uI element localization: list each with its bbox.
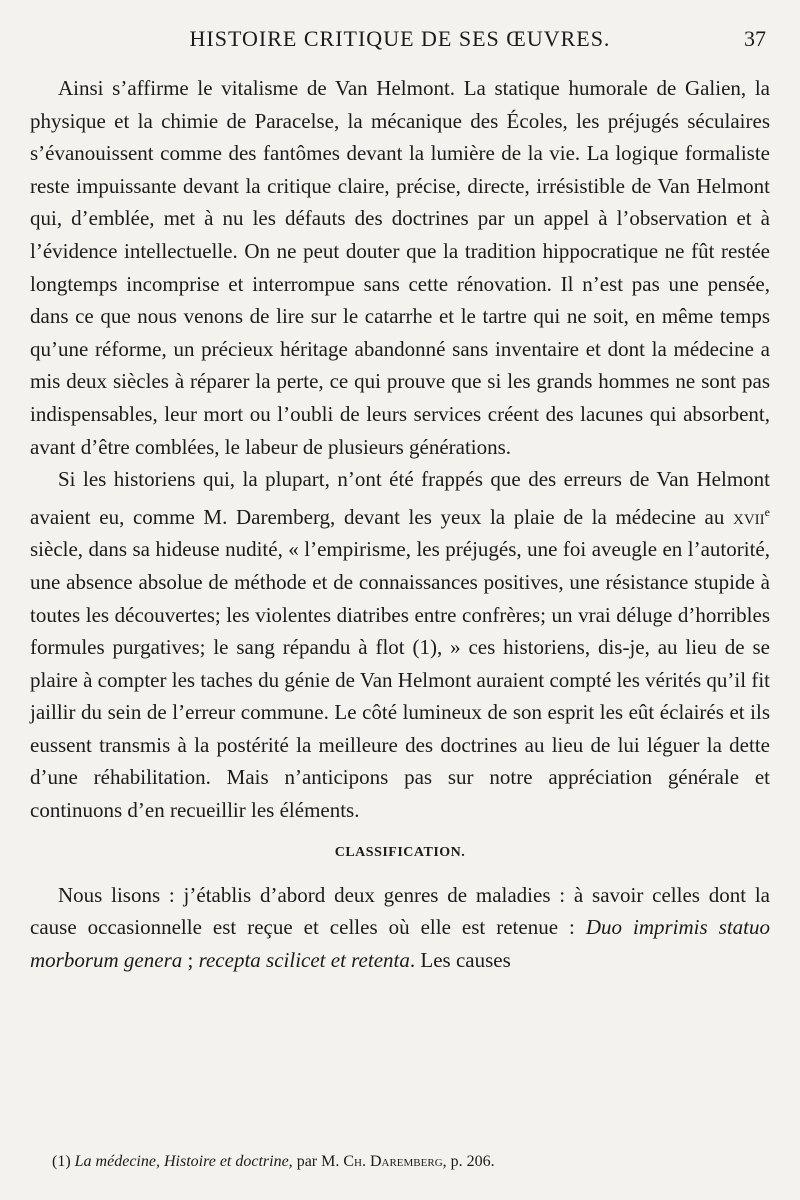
footnote-by: par M. [292, 1153, 344, 1170]
footnote-work-title: La médecine, Histoire et doctrine, [74, 1153, 293, 1170]
page-number: 37 [744, 26, 766, 51]
latin-quote-2: recepta scilicet et retenta [198, 947, 410, 972]
paragraph-historians [30, 463, 770, 827]
paragraph-classification [30, 879, 770, 977]
paragraph-historians-text-1: Si les historiens qui, la plupart, n’ont été frappés que des erreurs de Van Helmont avaient eu, comme M. Daremberg, devant les yeux la plaie de la médecine au [30, 467, 770, 529]
paragraph-classification-end: . Les causes [409, 947, 511, 972]
running-header [30, 18, 770, 62]
footnote-marker: (1) [52, 1153, 75, 1170]
footnote-author: Ch. Daremberg [343, 1153, 443, 1170]
paragraph-historians-text-2: siècle, dans sa hideuse nudité, « l’empirisme, les préjugés, une foi aveugle en l’autorité, une absence absolue de méthode et de connaissances positives, une résistance stupide à toutes les découvertes; les violentes diatribes entre confrères; un vrai déluge d’horribles formules purgatives; le sang répandu à flot (1), » ces historiens, dis-je, au lieu de se plaire à compter les taches du génie de Van Helmont auraient compté les vérités qu’il fit jaillir du sein de l’erreur commune. Le côté lumineux de son esprit les eût éclairés et ils eussent transmis à la postérité la meilleure des doctrines au lieu de lui léguer la dette d’une réhabilitation. Mais n’anticipons pas sur notre appréciation générale et continuons d’en recueillir les éléments. [30, 537, 770, 823]
century-superscript: e [764, 504, 770, 519]
footnote [52, 1153, 770, 1171]
section-heading-classification: CLASSIFICATION. [334, 844, 466, 860]
running-title: HISTOIRE CRITIQUE DE SES ŒUVRES. [189, 26, 611, 51]
paragraph-classification-text: Nous lisons : j’établis d’abord deux genres de maladies : à savoir celles dont la cause occasionnelle est reçue et celles où elle est retenue : [30, 882, 770, 940]
latin-separator: ; [182, 947, 199, 972]
footnote-page-ref: , p. 206. [442, 1153, 495, 1170]
paragraph-vitalism: Ainsi s’affirme le vitalisme de Van Helmont. La statique humorale de Galien, la physique et la chimie de Paracelse, la mécanique des Écoles, les préjugés séculaires s’évanouissent comme des fantômes devant la lumière de la vie. La logique formaliste reste impuissante devant la critique claire, précise, directe, irrésistible de Van Helmont qui, d’emblée, met à nu les défauts des doctrines par un appel à l’observation et à l’évidence intellectuelle. On ne peut douter que la tradition hippocratique ne fût restée longtemps incomprise et interrompue sans cette rénovation. Il n’est pas une pensée, dans ce que nous venons de lire sur le catarrhe et le tartre qui ne soit, en même temps qu’une réforme, un précieux héritage abandonné sans inventaire et dont la médecine a mis deux siècles à réparer la perte, ce qui prouve que si les grands hommes ne sont pas indispensables, leur mort ou l’oubli de leurs services créent des lacunes qui absorbent, avant d’être comblées, le labeur de plusieurs générations. [30, 76, 770, 459]
century-numeral: xvii [733, 504, 765, 529]
latin-quote-1: Duo imprimis statuo morborum genera [30, 915, 770, 972]
